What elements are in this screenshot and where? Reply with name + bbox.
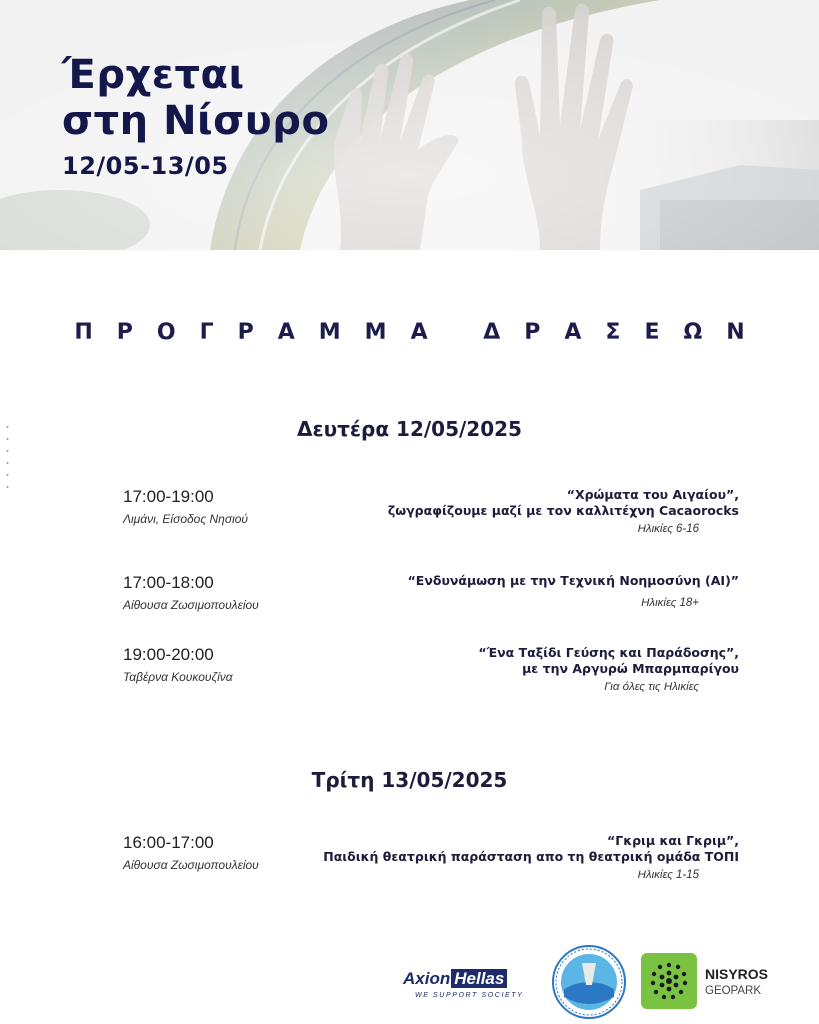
- event-ages: Για όλες τις Ηλικίες: [604, 681, 699, 693]
- event-time: 16:00-17:00: [123, 833, 214, 852]
- hero-dates: 12/05-13/05: [62, 152, 229, 180]
- axion-hellas-name: [403, 969, 507, 989]
- municipality-seal-icon: [552, 945, 626, 1019]
- event-ages: Ηλικίες 6-16: [637, 523, 699, 535]
- event-venue: Ταβέρνα Κουκουζίνα: [123, 670, 233, 684]
- event-description: [259, 487, 739, 537]
- hero-title-line1: Έρχεται: [62, 52, 245, 98]
- event-title: “Χρώματα του Αιγαίου”,: [566, 487, 739, 502]
- event-title: “Ενδυνάμωση με την Τεχνική Νοημοσύνη (AI)”: [407, 573, 739, 588]
- axion-tagline: WE SUPPORT SOCIETY: [415, 992, 524, 999]
- event-time: 19:00-20:00: [123, 645, 214, 664]
- event-subtitle: ζωγραφίζουμε μαζί με τον καλλιτέχνη Cacaorocks: [387, 503, 739, 518]
- geopark-name: NISYROS: [705, 966, 769, 982]
- event-venue: Λιμάνι, Είσοδος Νησιού: [123, 512, 249, 526]
- event-time: 17:00-19:00: [123, 487, 214, 506]
- day-heading-tuesday: Τρίτη 13/05/2025: [311, 768, 508, 792]
- geopark-subtitle: GEOPARK: [705, 985, 762, 997]
- event-time: 17:00-18:00: [123, 573, 214, 592]
- event-venue: Αίθουσα Ζωσιμοπουλείου: [123, 598, 259, 612]
- day-heading-monday: Δευτέρα 12/05/2025: [297, 417, 522, 441]
- axion-hellas-logo: [403, 969, 537, 1009]
- event-ages: Ηλικίες 1-15: [637, 869, 699, 881]
- spiral-dots-icon: [641, 953, 697, 1009]
- event-ages: Ηλικίες 18+: [641, 597, 699, 609]
- axion-name-part1: Axion: [403, 969, 451, 988]
- axion-name-part2: Hellas: [451, 969, 507, 988]
- event-venue: Αίθουσα Ζωσιμοπουλείου: [123, 858, 259, 872]
- event-subtitle: με την Αργυρώ Μπαρμπαρίγου: [522, 661, 739, 676]
- hero-title: [62, 52, 329, 144]
- event-subtitle: Παιδική θεατρική παράσταση απο τη θεατρική ομάδα ΤΟΠΙ: [323, 849, 739, 864]
- event-description: [259, 833, 739, 883]
- program-heading: ΠΡΟΓΡΑΜΜΑ ΔΡΑΣΕΩΝ: [74, 320, 769, 345]
- event-title: “Γκριμ και Γκριμ”,: [607, 833, 739, 848]
- hero-title-line2: στη Νίσυρο: [62, 98, 330, 144]
- event-description: [259, 645, 739, 695]
- sponsor-logos: [0, 940, 819, 1020]
- hero-banner: [0, 0, 819, 250]
- event-description: [259, 573, 739, 611]
- event-title: “Ένα Ταξίδι Γεύσης και Παράδοσης”,: [478, 645, 739, 660]
